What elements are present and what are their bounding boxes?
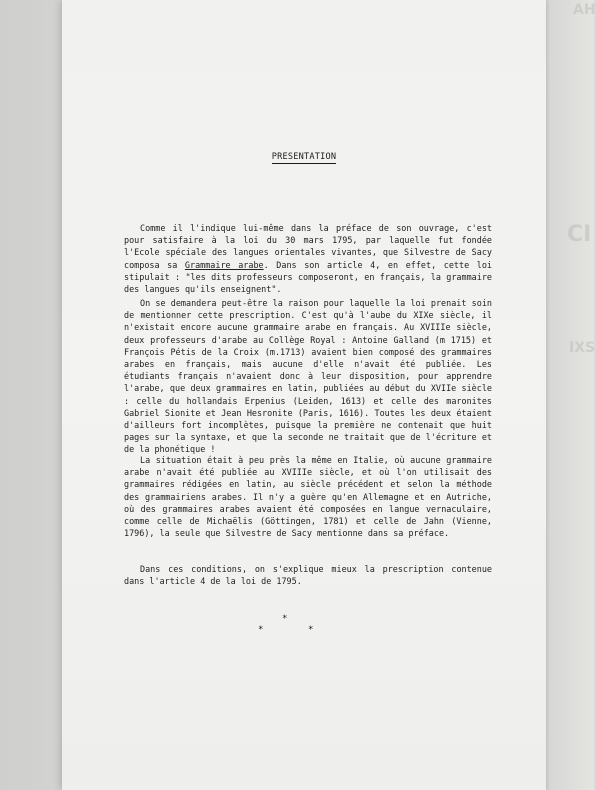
document-page [62,0,546,790]
ghost-text: AH [573,2,596,18]
paragraph-text: La situation était à peu près la même en Italie, où aucune grammaire arabe n'avait été publiée au XVIIIe siècle, et où l'on utilisait des grammaires rédigées en latin, au siècle précédent et selon la méthode des grammairiens arabes. Il n'y a guère qu'en Allemagne et en Autriche, où des grammaires arabes avaient été composées en langue vernaculaire, comme celle de Michaëlis (Göttingen, 1781) et celle de Jahn (Vienne, 1796), la seule que Silvestre de Sacy mentionne dans sa préface. [124,455,492,539]
separator-star: * [258,625,264,635]
text-run: . Dans son article 4, en effet, cette loi stipulait : "les dits professeurs composeront, en français, la grammaire des langues qu'ils enseignent". [124,259,492,295]
paragraph-2 [124,297,492,456]
paragraph-text [124,222,492,295]
paragraph-1 [124,222,492,295]
separator-star: * [308,625,314,635]
paragraph-3 [124,454,492,539]
ghost-text: IXS [569,340,596,356]
separator-star: * [282,614,288,624]
paragraph-text: Dans ces conditions, on s'explique mieux la prescription contenue dans l'article 4 de la loi de 1795. [124,564,492,587]
ghost-text: CI [567,222,592,247]
page-title-text: PRESENTATION [271,152,337,162]
text-run: Comme il l'indique lui-même dans la préface de son ouvrage, c'est pour satisfaire à la loi du 30 mars 1795, par laquelle fut fondée l'Ecole spéciale des langues orientales vivantes, que Silvestre de Sacy composa sa [124,223,492,270]
underlying-page [545,0,594,790]
page-title [62,152,546,162]
paragraph-4 [124,563,492,587]
paragraph-text: On se demandera peut-être la raison pour laquelle la loi prenait soin de mentionner cette prescription. C'est qu'à l'aube du XIXe siècle, il n'existait encore aucune grammaire arabe en français. Au XVIIIe siècle, deux professeurs d'arabe au Collège Royal : Antoine Galland (m 1715) et François Pétis de la Croix (m.1713) avaient bien composé des grammaires arabes en français, mais aucune d'elle n'avait été publiée. Les étudiants français n'avaient donc à leur disposition, pour apprendre l'arabe, que deux grammaires en latin, publiées au début du XVIIe siècle : celle du hollandais Erpenius (Leiden, 1613) et celle des maronites Gabriel Sionite et Jean Hesronite (Paris, 1616). Toutes les deux étaient d'ailleurs fort incomplètes, puisque la première ne contenait que huit pages sur la syntaxe, et que la seconde ne traitait que de l'écriture et de la phonétique ! [124,298,492,455]
book-title-underlined: Grammaire arabe [184,259,264,270]
